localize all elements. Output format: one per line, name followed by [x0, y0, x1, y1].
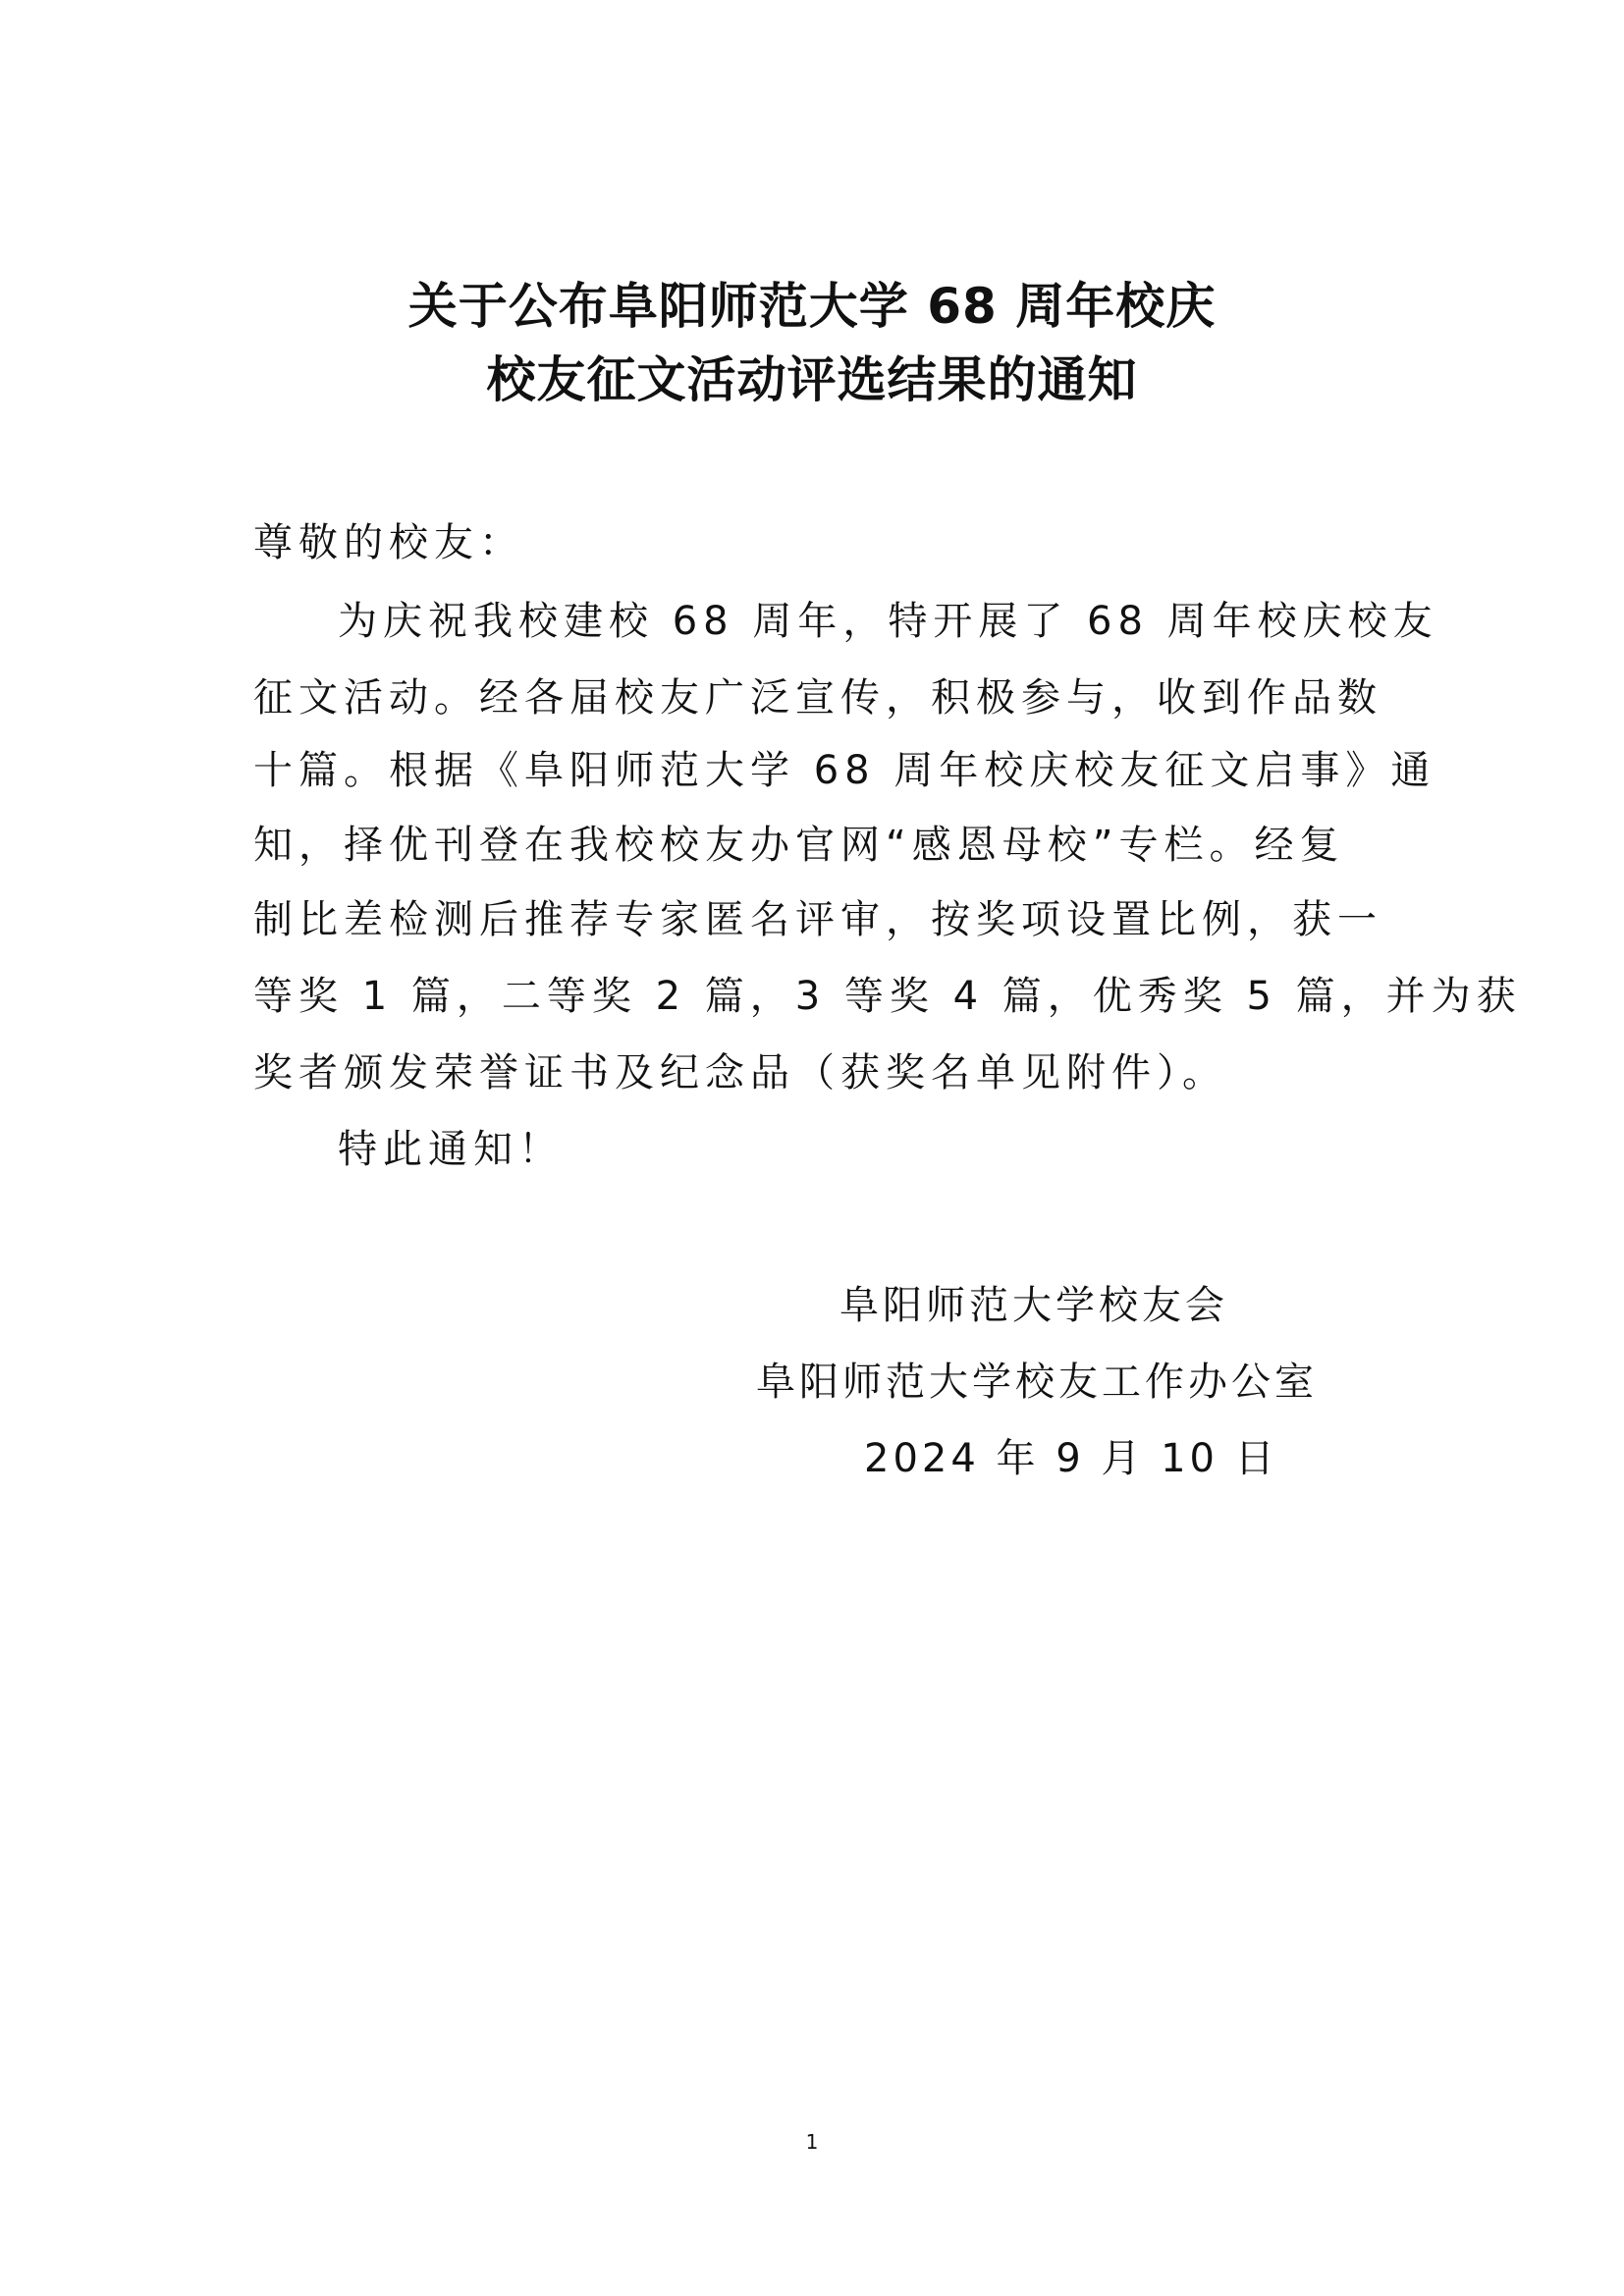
- body-line-2: 征文活动。经各届校友广泛宣传，积极参与，收到作品数: [253, 675, 1382, 721]
- body-line-1: 为庆祝我校建校 68 周年，特开展了 68 周年校庆校友: [338, 599, 1438, 644]
- document-date: 2024 年 9 月 10 日: [864, 1436, 1278, 1481]
- document-title-line-2: 校友征文活动评选结果的通知: [486, 351, 1138, 408]
- page-number: 1: [805, 2130, 819, 2154]
- document-title-line-1: 关于公布阜阳师范大学 68 周年校庆: [407, 278, 1217, 335]
- body-line-4: 知，择优刊登在我校校友办官网“感恩母校”专栏。经复: [253, 823, 1345, 868]
- body-line-5: 制比差检测后推荐专家匿名评审，按奖项设置比例，获一: [253, 897, 1382, 942]
- signatory-alumni-office: 阜阳师范大学校友工作办公室: [756, 1360, 1318, 1405]
- salutation: 尊敬的校友：: [253, 520, 524, 565]
- closing-line: 特此通知！: [338, 1127, 564, 1172]
- signatory-alumni-association: 阜阳师范大学校友会: [839, 1283, 1228, 1328]
- body-line-3: 十篇。根据《阜阳师范大学 68 周年校庆校友征文启事》通: [253, 748, 1436, 793]
- body-line-7: 奖者颁发荣誉证书及纪念品（获奖名单见附件）。: [253, 1050, 1227, 1095]
- body-line-6: 等奖 1 篇，二等奖 2 篇，3 等奖 4 篇，优秀奖 5 篇，并为获: [253, 974, 1522, 1019]
